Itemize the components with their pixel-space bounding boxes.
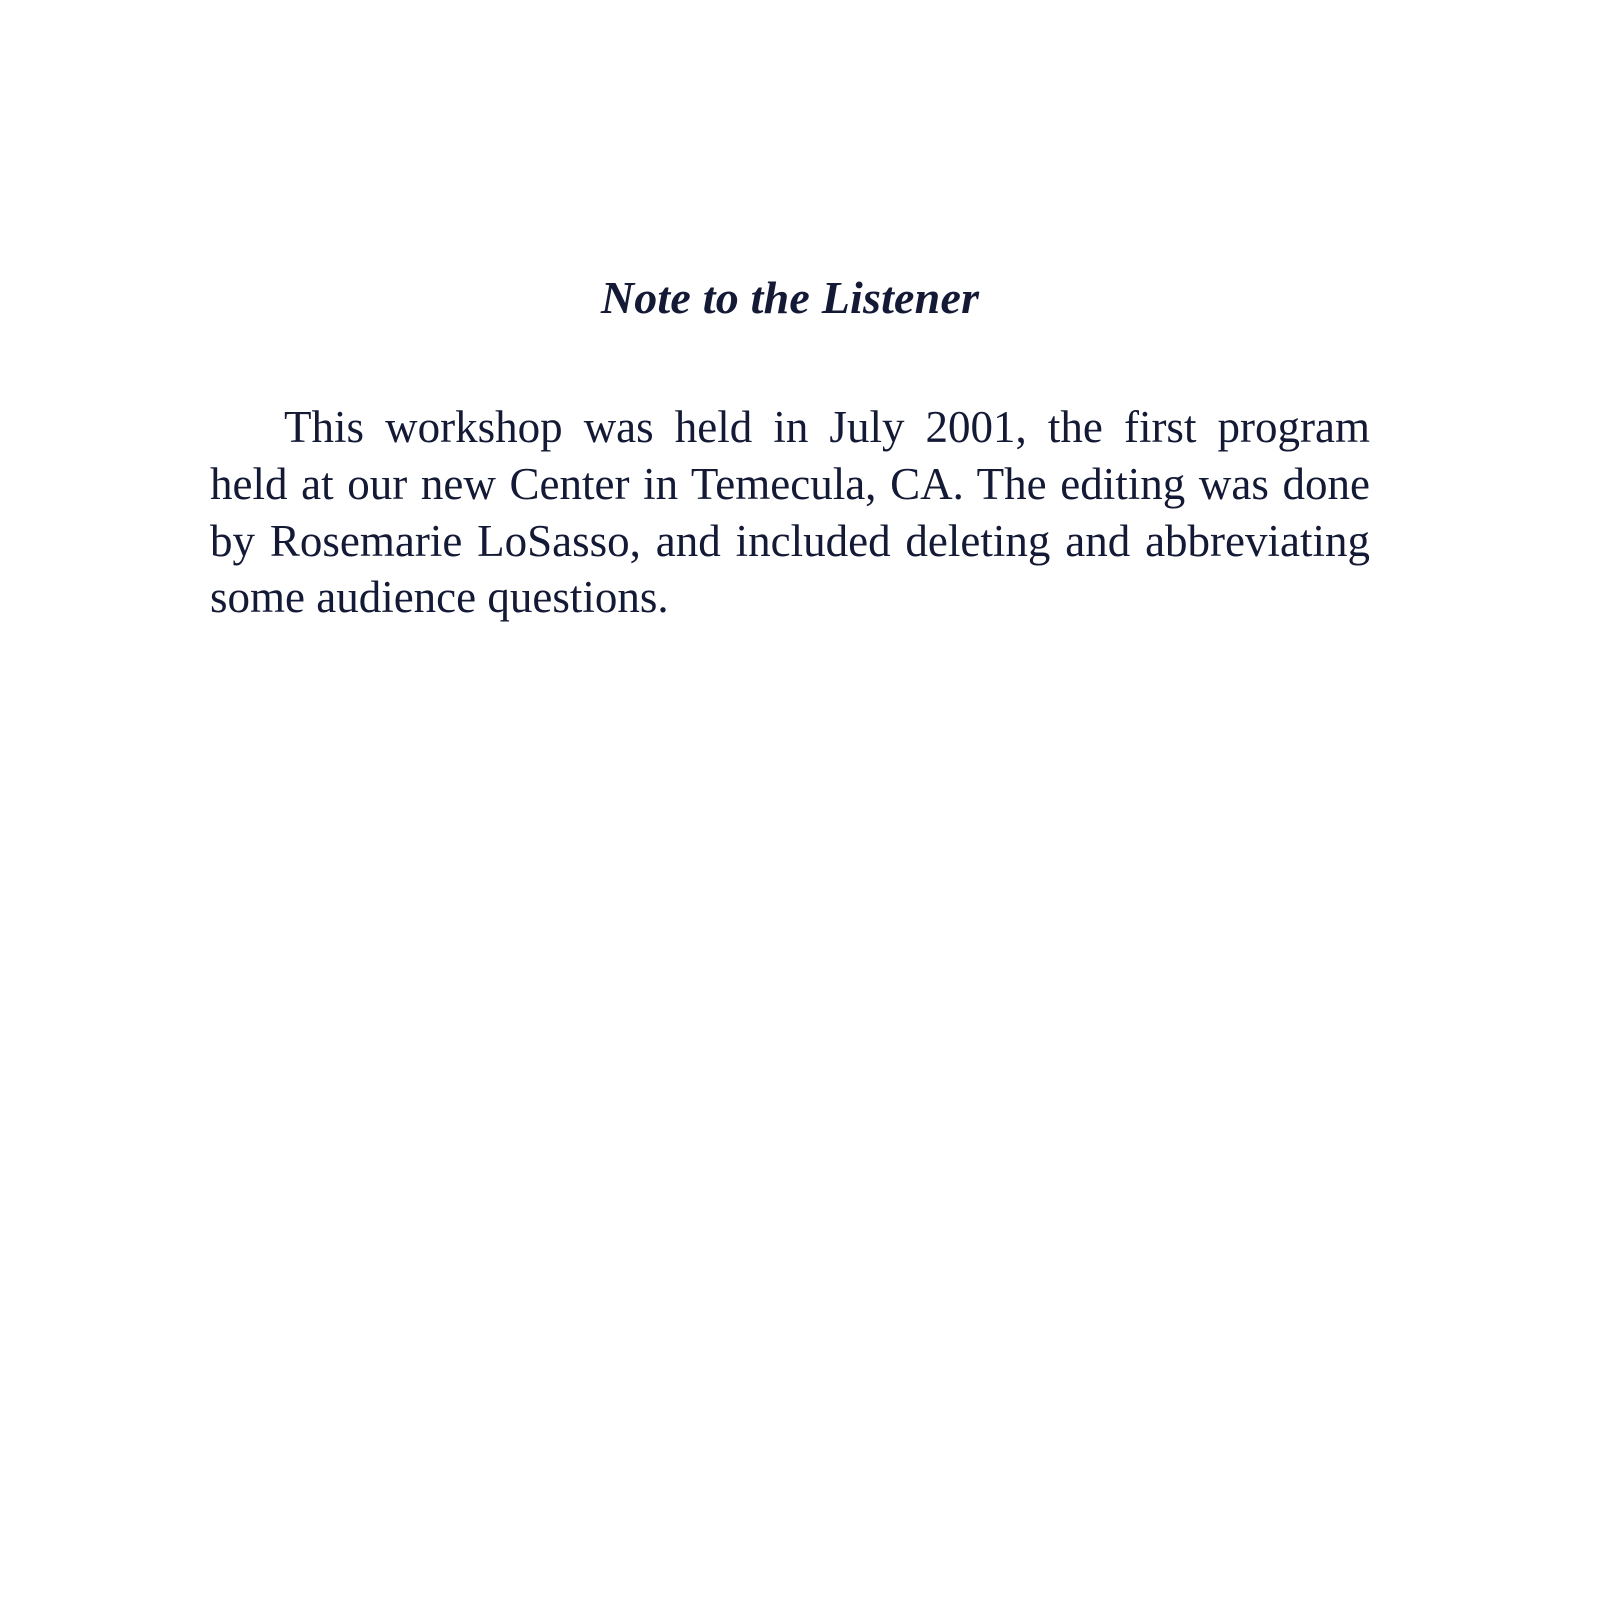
- body-paragraph: This workshop was held in July 2001, the first program held at our new Center in Temecula, CA. The editing was done by Rosemarie LoSasso, and included deleting and abbreviating some audience questions.: [210, 402, 1370, 623]
- document-content: [210, 270, 1370, 626]
- page-title: Note to the Listener: [600, 272, 980, 323]
